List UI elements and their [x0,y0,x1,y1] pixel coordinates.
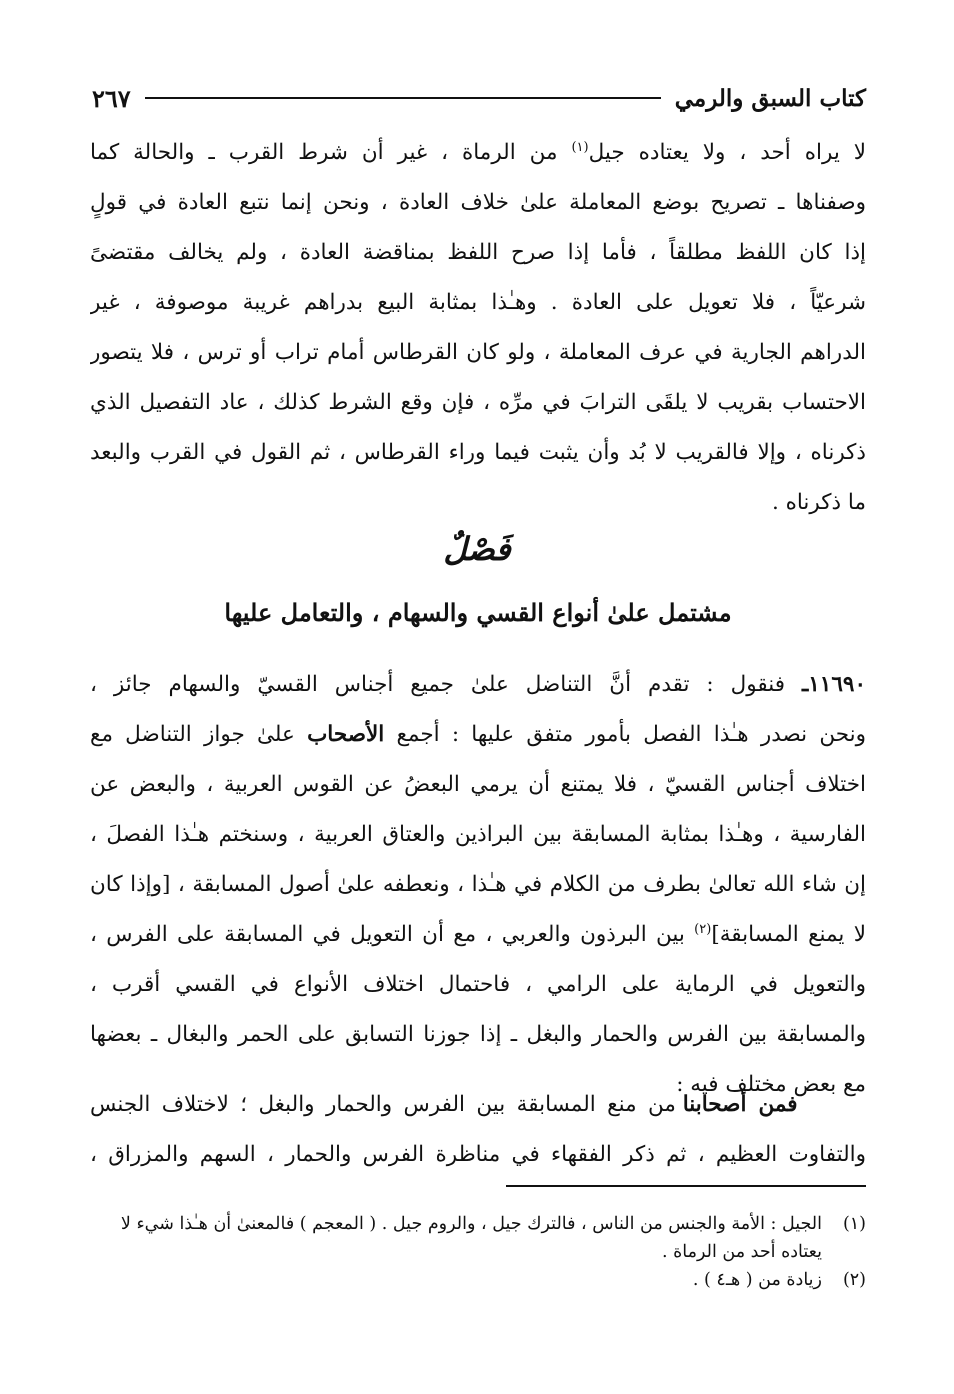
bold-term: الأصحاب [307,722,385,747]
text-line: الفارسية ، وهـٰذا بمثابة المسابقة بين البراذين والعتاق العربية ، وسنختم هـٰذا الفصلَ ، [90,822,866,847]
footnote-text: زيادة من ( هـ٤ ) . [692,1270,822,1290]
paragraph-3 [90,1080,866,1180]
text-segment: علىٰ جواز التناضل مع [90,722,308,747]
section-title: مشتمل علىٰ أنواع القسي والسهام ، والتعامل عليها [224,598,732,627]
text-line [90,710,866,760]
footnote-separator [506,1185,866,1187]
paragraph-2 [90,660,866,1110]
text-line [90,660,866,710]
text-line: اختلاف أجناس القسيّ ، فلا يمتنع أن يرمي البعضُ عن القوس العربية ، والبعض عن [90,772,866,797]
footnote-2 [90,1266,866,1294]
text-segment: لا يراه أحد ، ولا يعتاده جيل [588,140,866,165]
text-line: الدراهم الجارية في عرف المعاملة ، ولو كان القرطاس أمام تراب أو ترس ، فلا يتصور [90,340,866,365]
text-line [90,128,866,178]
footnote-number: (١) [842,1214,866,1234]
page-number: ٢٦٧ [92,83,131,113]
footnote-number: (٢) [842,1270,866,1290]
paragraph-number: ١١٦٩٠ـ [801,672,866,697]
text-line: مع بعض مختلف فيه : [676,1072,866,1097]
text-segment: بين البرذون والعربي ، مع أن التعويل في المسابقة على الفرس ، [90,922,695,947]
text-line: ذكرناه ، وإلا فالقريب لا بُد وأن يثبت فيما وراء القرطاس ، ثم القول في القرب والبعد [90,440,866,465]
text-segment: من الرماة ، غير أن شرط القرب ـ والحالة كما [90,140,572,165]
text-line: الاحتساب بقريب لا يلقَى الترابَ في مرِّه ، فإن وقع الشرط كذلك ، عاد التفصيل الذي [90,390,866,415]
text-segment: لا يمنع المسابقة] [711,922,866,947]
book-title: كتاب السبق والرمي [674,84,866,112]
text-line [90,1080,866,1130]
text-line: والمسابقة بين الفرس والحمار والبغل ـ إذا جوزنا التسابق على الحمر والبغال ـ بعضها [90,1022,866,1047]
footnotes [90,1210,866,1294]
text-line: والتعويل في الرماية على الرامي ، فاحتمال اختلاف الأنواع في القسي أقرب ، [90,972,866,997]
text-line: إذا كان اللفظ مطلقاً ، فأما إذا صرح اللفظ بمناقضة العادة ، ولم يخالف مقتضىً [90,240,866,265]
text-segment: من منع المسابقة بين الفرس والحمار والبغل ؛ لاختلاف الجنس [90,1092,683,1117]
text-segment: ونحن نصدر هـٰذا الفصل بأمور متفق عليها : أجمع [384,722,866,747]
footnote-text: الجيل : الأمة والجنس من الناس ، فالترك جيل ، والروم جيل . ( المعجم ) فالمعنىٰ أن هـٰذا شيء لا يعتاده أحد من الرماة . [120,1214,822,1262]
text-segment: فنقول : تقدم أنَّ التناضل علىٰ جميع أجناس القسيّ والسهام جائز ، [90,672,802,697]
text-line: والتفاوت العظيم ، ثم ذكر الفقهاء في مناظرة الفرس والحمار ، السهم والمزراق ، [90,1142,866,1167]
text-line: شرعيّاً ، فلا تعويل على العادة . وهـٰذا بمثابة البيع بدراهم غريبة موصوفة ، غير [90,290,866,315]
text-line: إن شاء الله تعالىٰ بطرف من الكلام في هـٰذا ، ونعطفه علىٰ أصول المسابقة ، [وإذا كان [90,872,866,897]
text-line: ما ذكرناه . [771,490,866,515]
text-line: وصفناها ـ تصريح بوضع المعاملة علىٰ خلاف العادة ، ونحن إنما نتبع العادة في قولٍ [90,190,866,215]
section-ornament: فَصْلٌ [443,530,511,568]
bold-term: فمن أصحابنا [682,1092,798,1117]
text-line [90,910,866,960]
running-header [92,78,866,118]
footnote-1 [90,1210,866,1266]
footnote-ref-1[interactable]: (١) [571,139,589,155]
header-rule [145,97,661,99]
footnote-ref-2[interactable]: (٢) [694,921,712,937]
paragraph-1 [90,128,866,528]
